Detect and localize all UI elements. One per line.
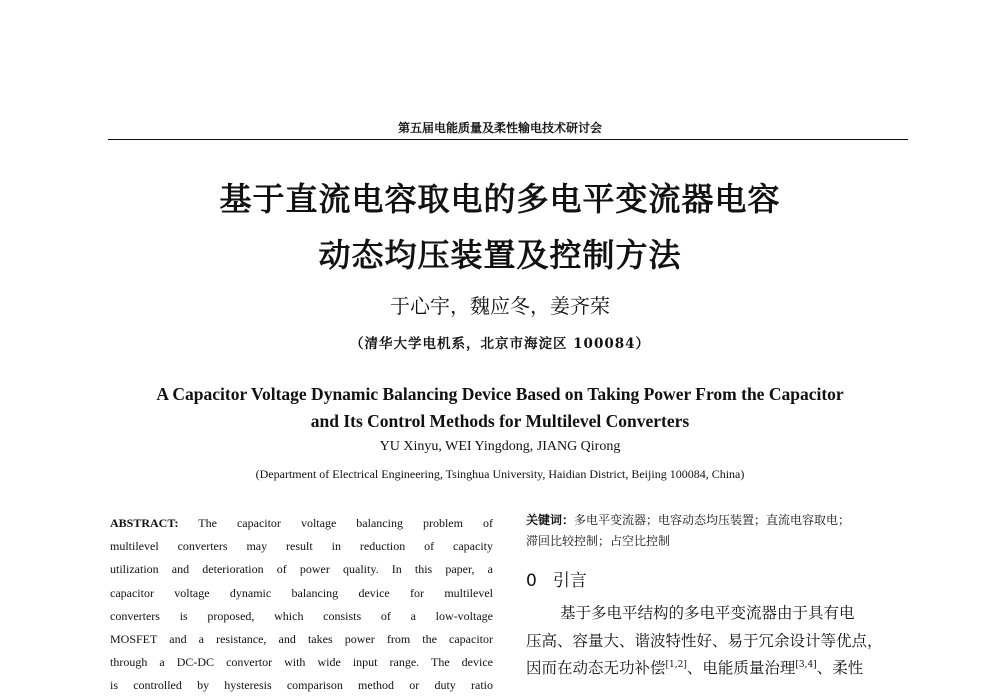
keywords-label: 关键词： [526, 513, 575, 527]
intro-text: 、电能质量治理 [686, 659, 796, 677]
section-heading [526, 566, 587, 591]
keywords-text: 多电平变流器；电容动态均压装置；直流电容取电； [574, 513, 851, 527]
affiliation-en: (Department of Electrical Engineering, Tsinghua University, Haidian District, Beijing 100084, China) [255, 467, 745, 481]
intro-line: 压高、容量大、谐波特性好、易于冗余设计等优点， [526, 631, 883, 650]
affiliation-zh: （清华大学电机系，北京市海淀区 100084） [349, 336, 651, 352]
title-en-line1: A Capacitor Voltage Dynamic Balancing Device Based on Taking Power From the Capacitor [156, 384, 844, 404]
intro-paragraph [526, 600, 908, 683]
abstract-line: utilization and deterioration of power quality. In this paper, a [110, 562, 493, 577]
keywords [526, 510, 908, 552]
abstract-line: MOSFET and a resistance, and takes power from the capacitor [110, 631, 493, 646]
title-en-line2: and Its Control Methods for Multilevel Converters [310, 411, 690, 431]
section-number: 0 [526, 571, 537, 591]
keywords-line: 滞回比较控制；占空比控制 [526, 534, 671, 548]
section-title: 引言 [552, 571, 587, 591]
intro-line: 基于多电平结构的多电平变流器由于具有电 [560, 604, 855, 622]
abstract [110, 512, 493, 698]
citation-ref: [1,2] [665, 659, 687, 670]
intro-text: 、柔性 [816, 659, 864, 677]
abstract-line: capacitor voltage dynamic balancing device for multilevel [110, 585, 493, 600]
abstract-line: multilevel converters may result in reduction of capacity [110, 539, 493, 554]
citation-ref: [3,4] [795, 659, 817, 670]
abstract-line: converters is proposed, which consists of a low-voltage [110, 608, 493, 623]
conference-header: 第五届电能质量及柔性输电技术研讨会 [397, 121, 602, 135]
title-zh-line2: 动态均压装置及控制方法 [318, 236, 682, 274]
header-rule [108, 139, 908, 140]
title-zh-line1: 基于直流电容取电的多电平变流器电容 [219, 180, 781, 218]
abstract-line: through a DC-DC convertor with wide input range. The device [110, 655, 493, 670]
abstract-line [110, 512, 493, 535]
keywords-line [526, 510, 908, 531]
intro-line [526, 655, 908, 683]
authors-en: YU Xinyu, WEI Yingdong, JIANG Qirong [379, 439, 621, 454]
abstract-label: ABSTRACT: [110, 516, 179, 530]
abstract-line: is controlled by hysteresis comparison method or duty ratio [110, 678, 493, 693]
intro-text: 因而在动态无功补偿 [526, 659, 666, 677]
authors-zh: 于心宇，魏应冬，姜齐荣 [390, 294, 610, 318]
abstract-text: The capacitor voltage balancing problem of [178, 516, 493, 530]
